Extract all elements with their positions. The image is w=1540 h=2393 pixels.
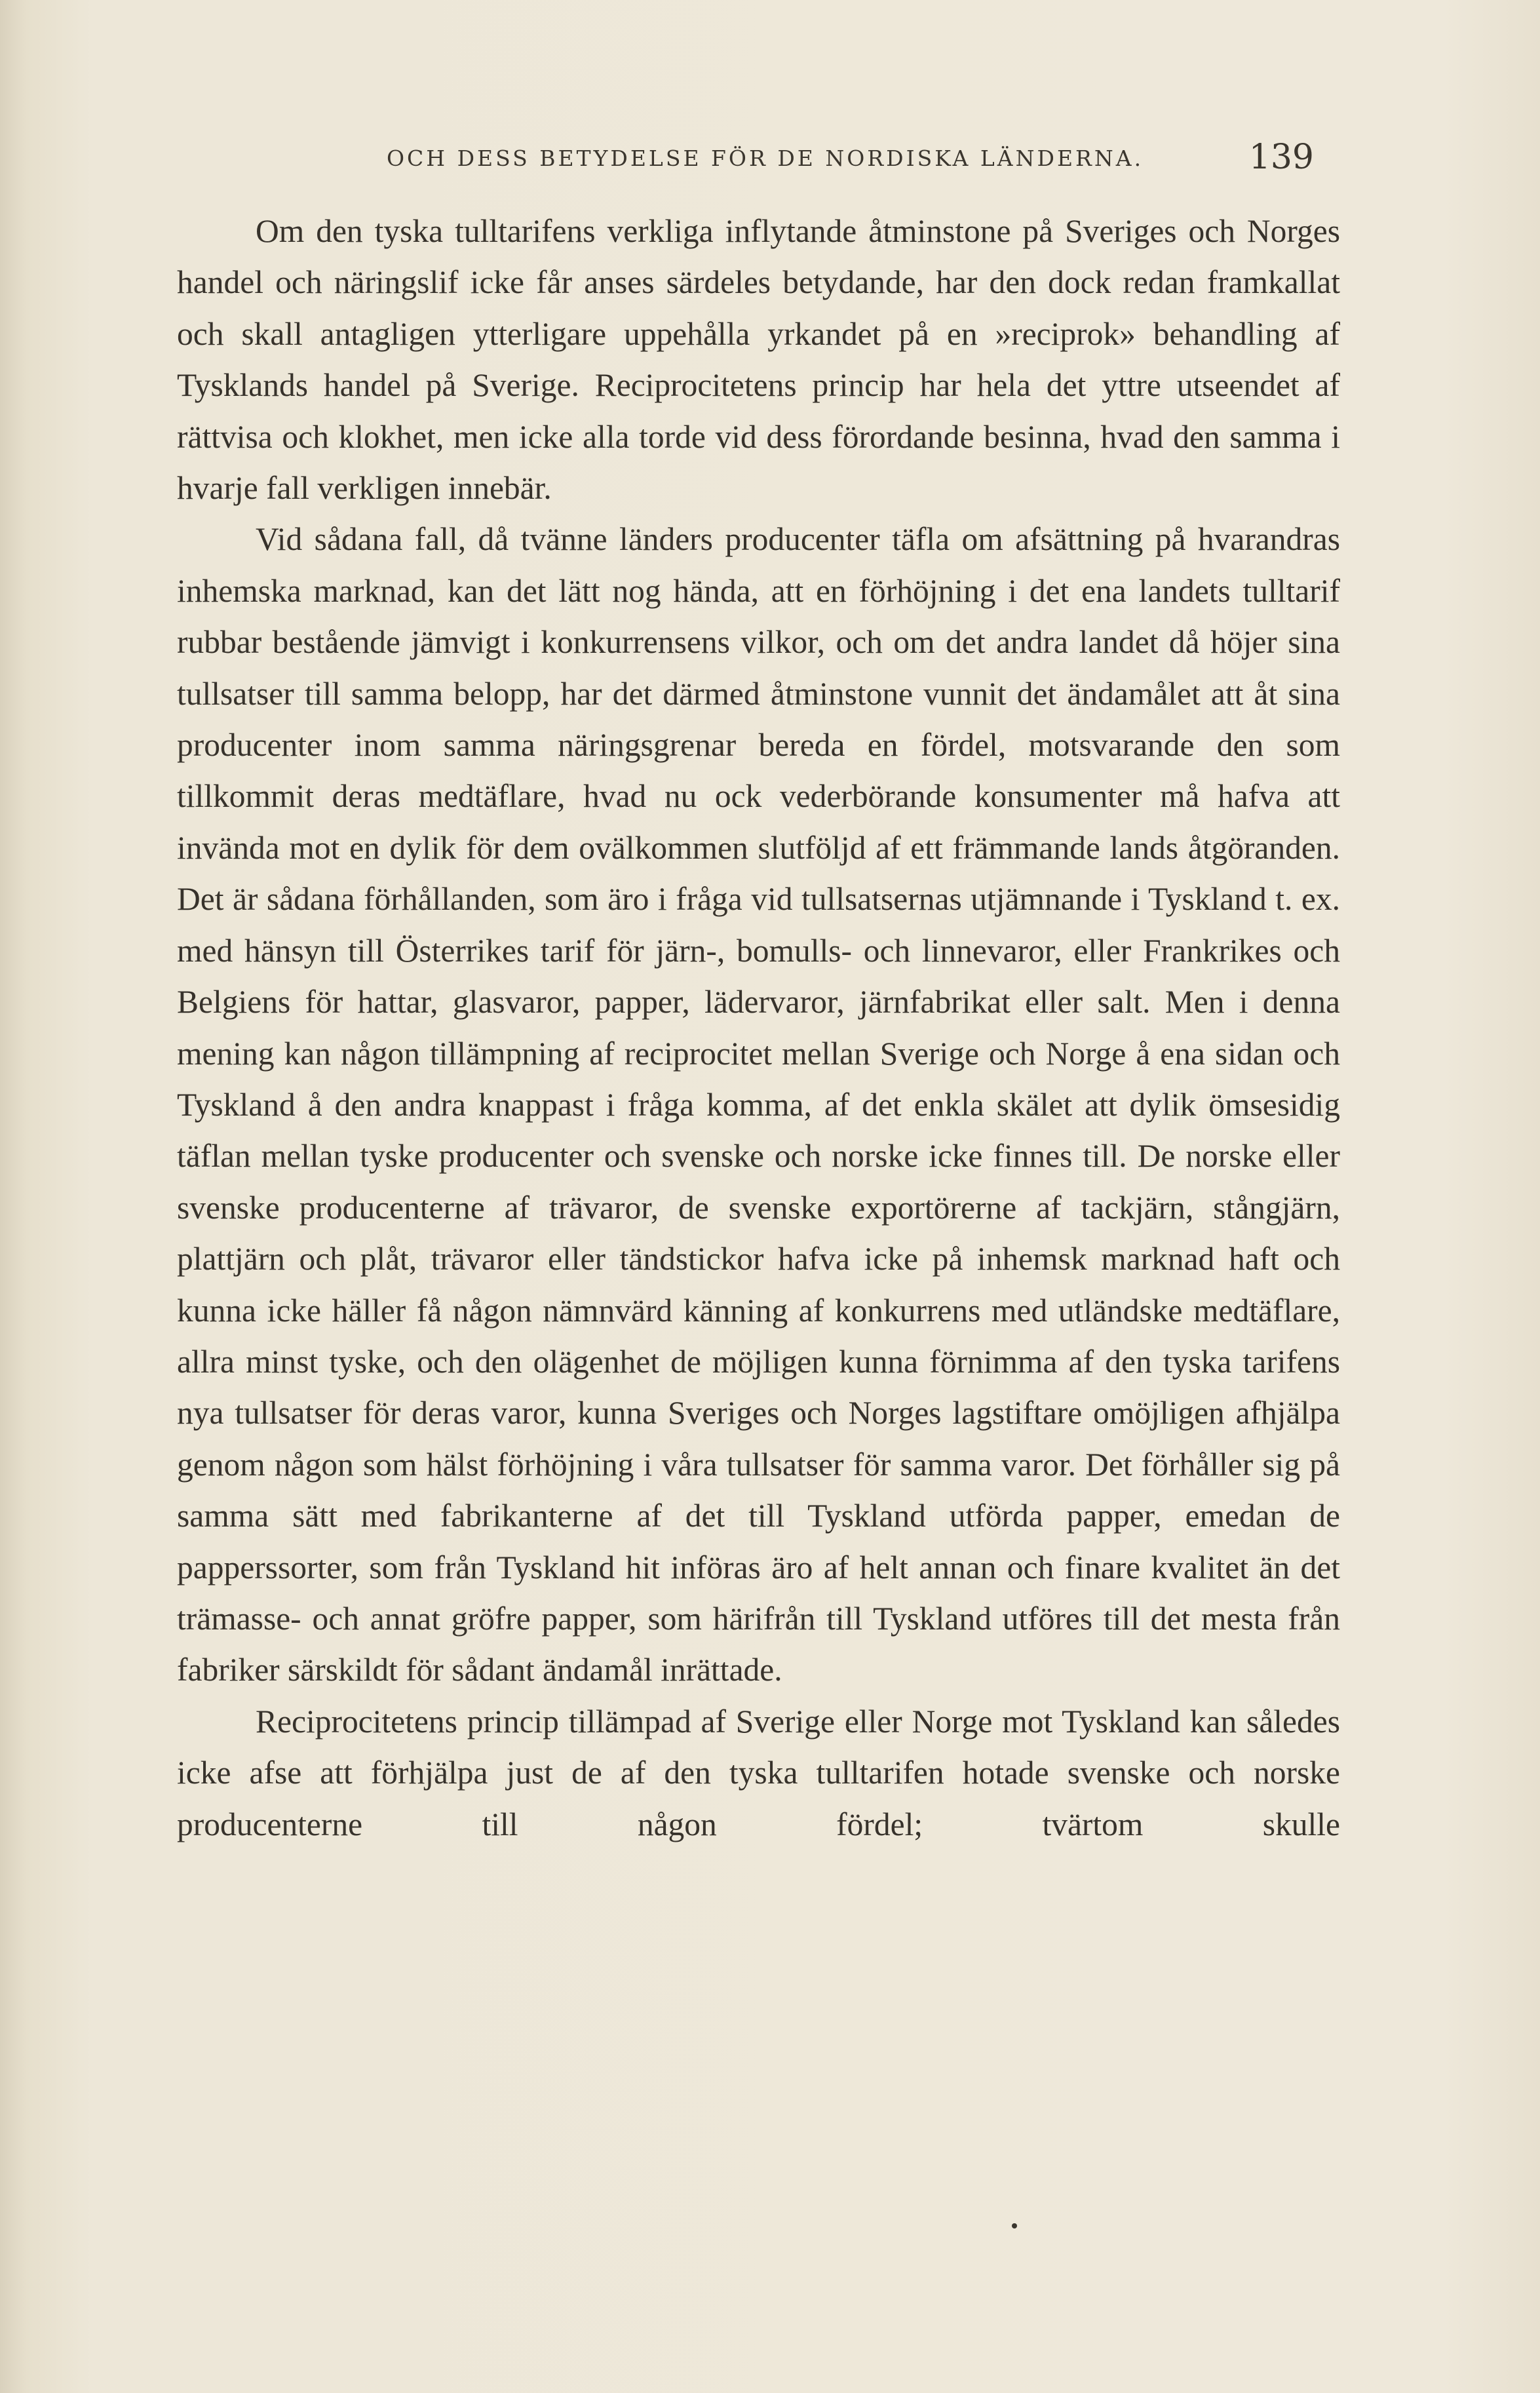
body-text bbox=[177, 206, 1340, 1850]
page-number: 139 bbox=[1248, 138, 1314, 177]
paragraph-2: Vid sådana fall, då tvänne länders producenter täfla om afsättning på hvarandras inhemska marknad, kan det lätt nog hända, att en förhöjning i det ena landets tulltarif rubbar bestående jämvigt i konkurrensens vilkor, och om det andra landet då höjer sina tullsatser till samma belopp, har det därmed åtminstone vunnit det ändamålet att åt sina producenter inom samma näringsgrenar bereda en fördel, motsvarande den som tillkommit deras medtäflare, hvad nu ock vederbörande konsumenter må hafva att invända mot en dylik för dem ovälkommen slutföljd af ett främmande lands åtgöranden. Det är sådana förhållanden, som äro i fråga vid tullsatsernas utjämnande i Tyskland t. ex. med hänsyn till Österrikes tarif för järn-, bomulls- och linnevaror, eller Frankrikes och Belgiens för hattar, glasvaror, papper, lädervaror, järnfabrikat eller salt. Men i denna mening kan någon tillämpning af reciprocitet mellan Sverige och Norge å ena sidan och Tyskland å den andra knappast i fråga komma, af det enkla skälet att dylik ömsesidig täflan mellan tyske producenter och svenske och norske icke finnes till. De norske eller svenske producenterne af trävaror, de svenske exportörerne af tackjärn, stångjärn, plattjärn och plåt, trävaror eller tändstickor hafva icke på inhemsk marknad haft och kunna icke häller få någon nämnvärd känning af konkurrens med utländske medtäflare, allra minst tyske, och den olägenhet de möjligen kunna förnimma af den tyska tarifens nya tullsatser för deras varor, kunna Sveriges och Norges lagstiftare omöjligen afhjälpa genom någon som hälst förhöjning i våra tullsatser för samma varor. Det förhåller sig på samma sätt med fabrikanterne af det till Tyskland utförda papper, emedan de papperssorter, som från Tyskland hit införas äro af helt annan och finare kvalitet än det trämasse- och annat gröfre papper, som härifrån till Tyskland utföres till det mesta från fabriker särskildt för sådant ändamål inrättade. bbox=[177, 521, 1340, 1688]
paragraph-3: Reciprocitetens princip tillämpad af Sverige eller Norge mot Tyskland kan således icke afse att förhjälpa just de af den tyska tulltarifen hotade svenske och norske producenterne till någon fördel; tvärtom skulle bbox=[177, 1703, 1340, 1842]
page-header bbox=[177, 138, 1314, 184]
ink-speck bbox=[1012, 2223, 1017, 2228]
paragraph-1: Om den tyska tulltarifens verkliga inflytande åtminstone på Sveriges och Norges handel och näringslif icke får anses särdeles betydande, har den dock redan framkallat och skall antagligen ytterligare uppehålla yrkandet på en »reciprok» behandling af Tysklands handel på Sverige. Reciprocitetens princip har hela det yttre utseendet af rättvisa och klokhet, men icke alla torde vid dess förordande besinna, hvad den samma i hvarje fall verkligen innebär. bbox=[177, 213, 1340, 507]
running-head: OCH DESS BETYDELSE FÖR DE NORDISKA LÄNDERNA. bbox=[387, 146, 1144, 171]
